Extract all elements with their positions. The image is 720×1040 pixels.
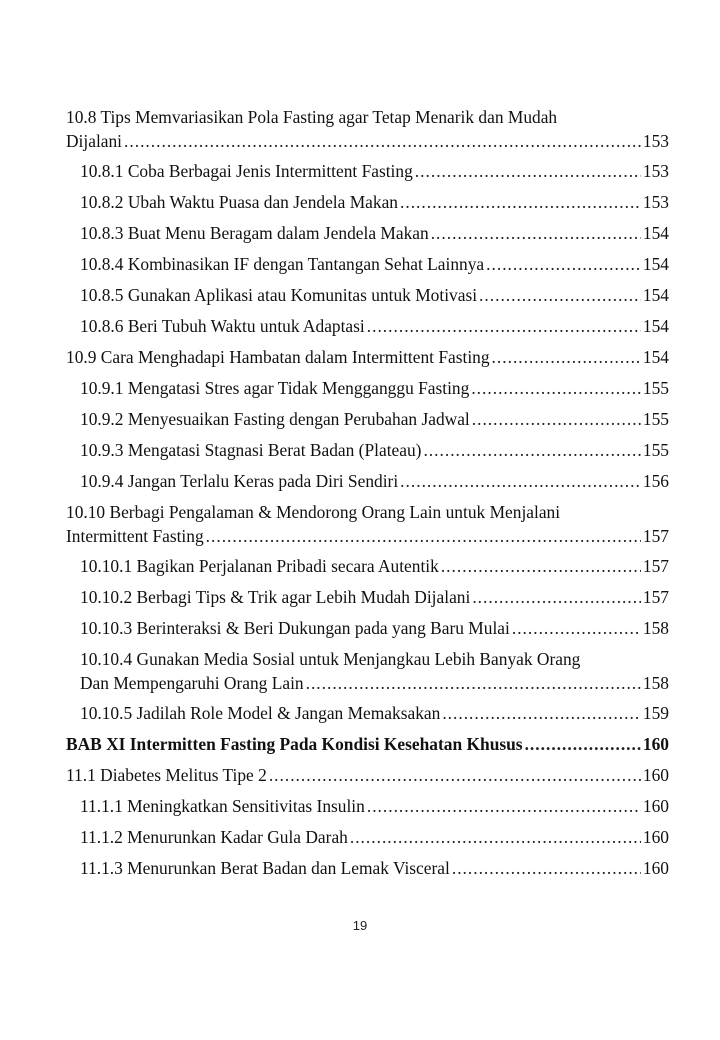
toc-entry[interactable] [66,791,669,822]
dot-leader [525,729,641,760]
toc-entry[interactable] [66,644,669,698]
dot-leader [423,435,640,466]
toc-entry-page: 158 [642,673,669,693]
toc-entry[interactable] [66,613,669,644]
toc-entry-page: 157 [642,587,669,607]
toc-entry-title: 10.9.1 Mengatasi Stres agar Tidak Mengganggu Fasting [80,378,470,398]
toc-entry-title: 10.10.2 Berbagi Tips & Trik agar Lebih Mudah Dijalani [80,587,471,607]
toc-entry-page: 153 [642,161,669,181]
toc-entry[interactable] [66,582,669,613]
dot-leader [442,698,641,729]
toc-entry[interactable] [66,853,669,884]
toc-entry-page: 154 [642,347,669,367]
dot-leader [400,466,641,497]
toc-entry-title: 10.9.4 Jangan Terlalu Keras pada Diri Sendiri [80,471,399,491]
toc-entry[interactable] [66,760,669,791]
toc-entry-page: 155 [642,440,669,460]
toc-entry[interactable] [66,373,669,404]
toc-entry[interactable] [66,280,669,311]
toc-entry-title: 10.10.3 Berinteraksi & Beri Dukungan pada yang Baru Mulai [80,618,510,638]
toc-entry-page: 154 [642,254,669,274]
dot-leader [492,342,641,373]
dot-leader [472,404,641,435]
dot-leader [415,156,641,187]
dot-leader [472,582,641,613]
toc-entry-title: 10.8.3 Buat Menu Beragam dalam Jendela Makan [80,223,429,243]
toc-entry-page: 153 [642,131,669,151]
toc-entry-page: 160 [642,827,669,847]
toc-entry-page: 158 [642,618,669,638]
toc-entry-title: 11.1.3 Menurunkan Berat Badan dan Lemak Visceral [80,858,450,878]
toc-entry[interactable] [66,187,669,218]
toc-entry[interactable] [66,822,669,853]
toc-entry[interactable] [66,218,669,249]
dot-leader [124,129,641,154]
toc-entry-page: 157 [642,556,669,576]
toc-entry-title: 10.8.2 Ubah Waktu Puasa dan Jendela Makan [80,192,398,212]
dot-leader [452,853,641,884]
dot-leader [269,760,641,791]
toc-entry-page: 160 [642,734,669,754]
dot-leader [400,187,641,218]
toc-entry-title: 10.9.3 Mengatasi Stagnasi Berat Badan (Plateau) [80,440,422,460]
dot-leader [479,280,641,311]
toc-entry-title: 11.1.2 Menurunkan Kadar Gula Darah [80,827,348,847]
table-of-contents [66,102,669,884]
toc-entry-title-line1: 10.8 Tips Memvariasikan Pola Fasting agar Tetap Menarik dan Mudah [66,107,558,127]
dot-leader [471,373,641,404]
toc-entry-title: Dijalani [66,131,123,151]
toc-entry-page: 157 [642,526,669,546]
dot-leader [431,218,641,249]
dot-leader [367,311,641,342]
toc-entry-page: 154 [642,223,669,243]
dot-leader [350,822,641,853]
toc-entry[interactable] [66,404,669,435]
toc-entry-page: 160 [642,858,669,878]
toc-entry[interactable] [66,156,669,187]
toc-entry[interactable] [66,102,669,156]
toc-entry[interactable] [66,497,669,551]
toc-entry-title: Dan Mempengaruhi Orang Lain [80,673,304,693]
dot-leader [486,249,641,280]
toc-entry[interactable] [66,551,669,582]
toc-chapter-entry[interactable] [66,729,669,760]
dot-leader [206,524,641,549]
toc-entry-title: 10.8.4 Kombinasikan IF dengan Tantangan Sehat Lainnya [80,254,485,274]
toc-entry-title: BAB XI Intermitten Fasting Pada Kondisi Kesehatan Khusus [66,734,523,754]
toc-entry-page: 159 [642,703,669,723]
toc-entry-page: 154 [642,285,669,305]
toc-entry-title-line1: 10.10.4 Gunakan Media Sosial untuk Menjangkau Lebih Banyak Orang [80,649,581,669]
toc-entry[interactable] [66,311,669,342]
toc-entry-page: 160 [642,796,669,816]
toc-entry-page: 156 [642,471,669,491]
toc-entry[interactable] [66,249,669,280]
dot-leader [441,551,641,582]
dot-leader [367,791,641,822]
toc-entry-page: 160 [642,765,669,785]
dot-leader [306,671,641,696]
toc-entry[interactable] [66,342,669,373]
toc-entry[interactable] [66,435,669,466]
toc-entry-title: 11.1 Diabetes Melitus Tipe 2 [66,765,267,785]
toc-entry-title: 10.10.1 Bagikan Perjalanan Pribadi secara Autentik [80,556,439,576]
toc-entry-title: 10.9 Cara Menghadapi Hambatan dalam Intermittent Fasting [66,347,490,367]
toc-entry-title: 10.9.2 Menyesuaikan Fasting dengan Perubahan Jadwal [80,409,470,429]
toc-entry-title: 10.8.6 Beri Tubuh Waktu untuk Adaptasi [80,316,365,336]
page-number: 19 [352,918,368,933]
toc-entry-title: 10.8.1 Coba Berbagai Jenis Intermittent Fasting [80,161,413,181]
toc-entry-page: 153 [642,192,669,212]
toc-entry-title: Intermittent Fasting [66,526,204,546]
toc-entry-title: 10.8.5 Gunakan Aplikasi atau Komunitas untuk Motivasi [80,285,478,305]
toc-entry[interactable] [66,466,669,497]
toc-entry-page: 155 [642,409,669,429]
toc-entry-page: 154 [642,316,669,336]
toc-entry-page: 155 [642,378,669,398]
toc-entry-title: 10.10.5 Jadilah Role Model & Jangan Memaksakan [80,703,441,723]
dot-leader [512,613,641,644]
toc-entry-title-line1: 10.10 Berbagi Pengalaman & Mendorong Orang Lain untuk Menjalani [66,502,561,522]
toc-entry[interactable] [66,698,669,729]
toc-entry-title: 11.1.1 Meningkatkan Sensitivitas Insulin [80,796,365,816]
